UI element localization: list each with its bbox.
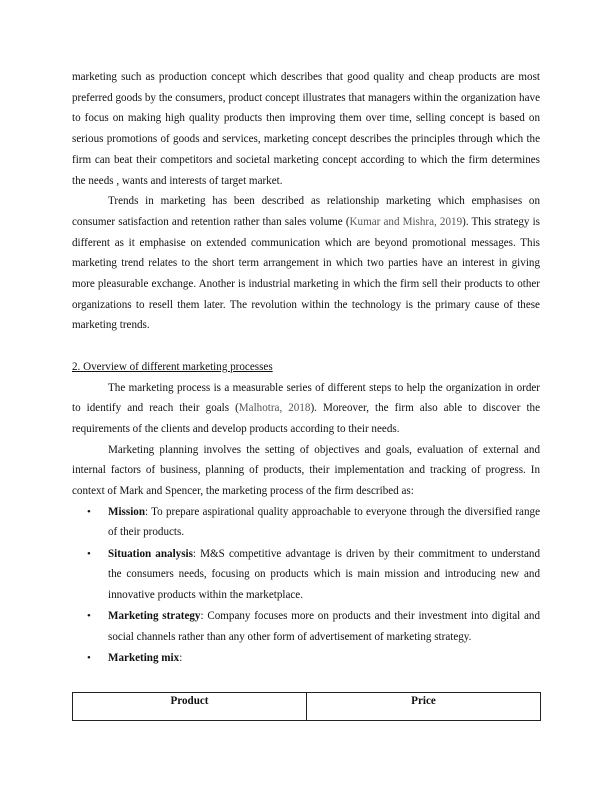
paragraph-marketing-trends	[72, 191, 540, 336]
paragraph-trends-text-end: ). This strategy is different as it emphasise on extended communication which are beyond promotional messages. This marketing trend relates to the short term arrangement in which two parties have an interest in giving more pleasurable exchange. Another is industrial marketing in which the firm sell their products to other organizations to resell them later. The revolution within the technology is the primary cause of these marketing trends.	[72, 215, 540, 332]
citation-kumar-mishra: Kumar and Mishra, 2019	[349, 215, 463, 228]
list-item-term: Situation analysis	[108, 547, 193, 560]
table-header-row	[73, 693, 541, 721]
document-body	[72, 67, 540, 669]
marketing-mix-table	[72, 692, 541, 721]
list-item-text: :	[179, 652, 183, 665]
list-item-term: Marketing strategy	[108, 610, 201, 623]
list-item-mission	[72, 502, 540, 543]
list-item-term: Marketing mix	[108, 652, 180, 665]
table-header-product: Product	[73, 693, 307, 721]
list-item-text: : M&S competitive advantage is driven by their commitment to understand the consumers needs, focusing on products which is main mission and introducing new and innovative products within the marketplace.	[108, 547, 540, 602]
list-item-situation-analysis	[72, 544, 540, 606]
paragraph-process-text-start: The marketing process is a measurable series of different steps to help the organization in order to identify and reach their goals (	[72, 381, 540, 415]
bullet-icon: •	[87, 505, 91, 518]
marketing-process-list	[72, 502, 540, 669]
list-item-text: : To prepare aspirational quality approachable to everyone through the diversified range of their products.	[108, 505, 540, 539]
paragraph-marketing-process	[72, 378, 540, 440]
bullet-icon: •	[87, 652, 91, 665]
bullet-icon: •	[87, 547, 91, 560]
citation-malhotra: Malhotra, 2018	[238, 402, 311, 415]
list-item-marketing-mix	[72, 648, 540, 669]
list-item-text: : Company focuses more on products and their investment into digital and social channels rather than any other form of advertisement of marketing strategy.	[108, 610, 540, 643]
section-heading-marketing-processes: 2. Overview of different marketing processes	[72, 360, 273, 373]
bullet-icon: •	[87, 610, 91, 623]
list-item-term: Mission	[108, 505, 145, 518]
paragraph-trends-text-start: Trends in marketing has been described as relationship marketing which emphasises on consumer satisfaction and retention rather than sales volume (	[72, 195, 540, 228]
list-item-marketing-strategy	[72, 606, 540, 647]
paragraph-marketing-planning: Marketing planning involves the setting of objectives and goals, evaluation of external and internal factors of business, planning of products, their implementation and tracking of progress. In context of Mark and Spencer, the marketing process of the firm described as:	[72, 443, 540, 498]
table-header-price: Price	[307, 693, 541, 721]
paragraph-marketing-concepts: marketing such as production concept which describes that good quality and cheap products are most preferred goods by the consumers, product concept illustrates that managers within the organization have to focus on making high quality products then improving them over time, selling concept is based on serious promotions of goods and services, marketing concept describes the principles through which the firm can beat their competitors and societal marketing concept according to which the firm determines the needs , wants and interests of target market.	[72, 71, 540, 187]
paragraph-process-text-end: ). Moreover, the firm also able to discover the requirements of the clients and develop products according to their needs.	[72, 402, 540, 435]
